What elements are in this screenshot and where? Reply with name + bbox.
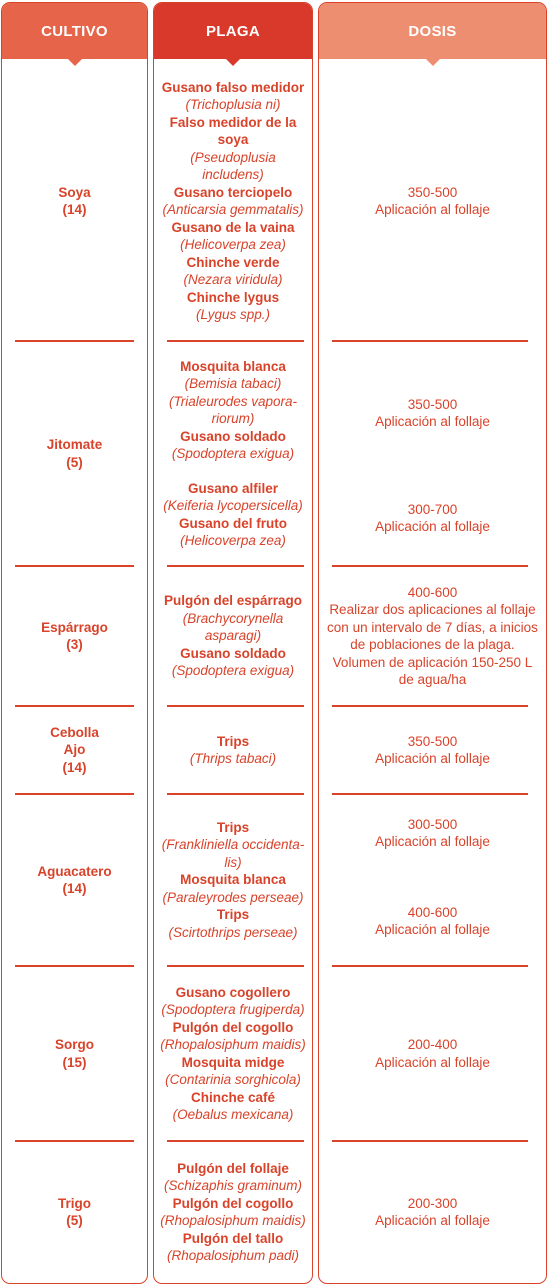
dose-rate: 350-500: [407, 396, 458, 412]
dose-rate: 200-300: [407, 1195, 458, 1211]
header-cultivo: CULTIVO: [2, 3, 147, 59]
cultivo-cell: [2, 343, 147, 564]
pest-name: Gusano falso medidor: [161, 79, 305, 95]
dose-rate: 400-600: [407, 904, 458, 920]
cultivo-cell: [2, 796, 147, 964]
reentry-interval: (14): [62, 202, 87, 217]
plaga-cell: [154, 63, 312, 339]
pest-scientific-name: (Rhopalosiphum maidis): [160, 1037, 306, 1052]
application-note: Aplicación al follaje: [375, 1213, 490, 1228]
pest-scientific-name: (Rhopalosiphum padi): [166, 1248, 300, 1263]
application-note: Aplicación al follaje: [375, 202, 490, 217]
cultivo-cell: [2, 708, 147, 792]
application-note: Aplicación al follaje: [375, 922, 490, 937]
row-divider: [167, 1140, 304, 1142]
pest-name: Trips: [216, 819, 250, 835]
pest-name: Gusano terciopelo: [173, 184, 293, 200]
row-divider: [167, 793, 304, 795]
row-divider: [15, 340, 134, 342]
dose-rate: 350-500: [407, 184, 458, 200]
pest-scientific-name: (Bemisia tabaci): [184, 376, 282, 391]
cultivo-cell: [2, 568, 147, 704]
pest-scientific-name: (Contarinia sorghicola): [165, 1072, 301, 1087]
row-divider: [332, 565, 528, 567]
cultivo-cell: [2, 968, 147, 1139]
pest-scientific-name: (Anticarsia gemmatalis): [162, 202, 304, 217]
reentry-interval: (5): [66, 1213, 83, 1228]
application-note: Aplicación al follaje: [375, 751, 490, 766]
pest-name: Chinche lygus: [186, 289, 280, 305]
row-divider: [15, 565, 134, 567]
pest-scientific-name: (Trialeurodes vapora-riorum): [168, 393, 298, 426]
pest-name: Mosquita midge: [181, 1054, 285, 1070]
pest-name: Pulgón del tallo: [182, 1230, 284, 1246]
application-note: Aplicación al follaje: [375, 834, 490, 849]
dosis-cell: [319, 793, 546, 873]
pest-scientific-name: (Spodoptera frugiperda): [161, 1002, 305, 1017]
pest-name: Chinche café: [190, 1089, 276, 1105]
dosis-cell: [319, 568, 546, 704]
plaga-cell: [154, 968, 312, 1139]
application-note: Aplicación al follaje: [375, 414, 490, 429]
crop-name: Sorgo: [55, 1037, 94, 1052]
dose-rate: 200-400: [407, 1037, 458, 1052]
plaga-cell: [154, 708, 312, 792]
pest-scientific-name: (Frankliniella occidenta-lis): [161, 837, 305, 870]
application-note: Realizar dos aplicaciones al follaje con un intervalo de 7 días, a inicios de poblaciones de la plaga. Volumen de aplicación 150-250 L de agua/ha: [327, 602, 538, 687]
dose-rate: 350-500: [407, 733, 458, 749]
pest-name: Gusano de la vaina: [171, 219, 295, 235]
reentry-interval: (14): [62, 759, 87, 775]
pest-name: Gusano del fruto: [179, 515, 287, 531]
plaga-cell: [154, 796, 312, 964]
header-plaga: PLAGA: [154, 3, 312, 59]
cultivo-cell: [2, 1143, 147, 1281]
plaga-cell: [154, 568, 312, 704]
row-divider: [15, 793, 134, 795]
pest-name: Mosquita blanca: [180, 872, 286, 888]
reentry-interval: (3): [66, 637, 83, 652]
crop-name: Soya: [58, 184, 91, 200]
pest-name: Pulgón del cogollo: [172, 1195, 294, 1211]
pest-name: Gusano soldado: [180, 645, 286, 661]
reentry-interval: (15): [62, 1054, 87, 1070]
dose-rate: 400-600: [407, 584, 458, 600]
column-dosis: [318, 2, 547, 1284]
crop-name: Jitomate: [46, 437, 103, 452]
pest-name: Trips: [216, 907, 250, 923]
pest-name: Falso medidor de la soya: [169, 114, 297, 147]
dosis-cell: [319, 968, 546, 1139]
crop-name: Cebolla: [50, 724, 99, 740]
pest-name: Gusano cogollero: [175, 984, 291, 1000]
row-divider: [332, 340, 528, 342]
pest-scientific-name: (Brachycorynella asparagi): [182, 610, 284, 644]
crop-name: Espárrago: [41, 619, 108, 635]
pest-name: Chinche verde: [186, 254, 280, 270]
crop-name: Trigo: [58, 1195, 91, 1211]
column-plaga: [153, 2, 313, 1284]
row-divider: [332, 705, 528, 707]
pest-name: Trips: [216, 733, 250, 749]
pest-scientific-name: (Nezara viridula): [183, 272, 283, 287]
cultivo-cell: [2, 63, 147, 339]
pest-name: Mosquita blanca: [180, 358, 286, 374]
pest-scientific-name: (Spodoptera exigua): [171, 446, 295, 461]
row-divider: [167, 965, 304, 967]
application-note: Aplicación al follaje: [375, 1054, 490, 1070]
plaga-cell: [154, 343, 312, 564]
dosis-cell: [319, 373, 546, 453]
crop-name: Ajo: [63, 742, 86, 758]
pest-scientific-name: (Scirtothrips perseae): [168, 924, 298, 940]
crop-name: Aguacatero: [37, 863, 112, 879]
pest-scientific-name: (Pseudoplusia includens): [190, 149, 276, 182]
pest-scientific-name: (Keiferia lycopersicella): [163, 498, 303, 513]
pest-name: Pulgón del follaje: [177, 1160, 289, 1176]
header-dosis: DOSIS: [319, 3, 546, 59]
dosis-cell: [319, 881, 546, 961]
dosis-cell: [319, 63, 546, 339]
pest-scientific-name: (Spodoptera exigua): [171, 663, 295, 679]
dose-rate: 300-700: [407, 501, 458, 517]
pest-name: Pulgón del espárrago: [163, 593, 303, 609]
reentry-interval: (14): [62, 881, 87, 896]
pest-scientific-name: (Lygus spp.): [195, 307, 271, 322]
dosis-cell: [319, 478, 546, 558]
plaga-cell: [154, 1143, 312, 1281]
row-divider: [15, 965, 134, 967]
pest-scientific-name: (Helicoverpa zea): [180, 533, 286, 548]
dosis-cell: [319, 1143, 546, 1281]
pest-scientific-name: (Helicoverpa zea): [180, 237, 286, 252]
pest-name: Gusano soldado: [180, 428, 286, 444]
row-divider: [332, 965, 528, 967]
pest-scientific-name: (Rhopalosiphum maidis): [160, 1213, 306, 1228]
pest-name: Pulgón del cogollo: [172, 1019, 294, 1035]
row-divider: [15, 705, 134, 707]
pest-scientific-name: (Schizaphis graminum): [163, 1178, 303, 1193]
dosis-cell: [319, 708, 546, 792]
row-divider: [167, 565, 304, 567]
dose-rate: 300-500: [407, 816, 458, 832]
pest-scientific-name: (Trichoplusia ni): [185, 97, 281, 112]
reentry-interval: (5): [66, 454, 83, 470]
pest-scientific-name: (Oebalus mexicana): [172, 1107, 294, 1122]
row-divider: [332, 1140, 528, 1142]
row-divider: [167, 340, 304, 342]
pest-scientific-name: (Thrips tabaci): [189, 751, 277, 766]
pest-name: Gusano alfiler: [187, 480, 279, 496]
row-divider: [15, 1140, 134, 1142]
column-cultivo: [1, 2, 148, 1284]
pest-scientific-name: (Paraleyrodes perseae): [162, 889, 304, 905]
row-divider: [167, 705, 304, 707]
application-note: Aplicación al follaje: [375, 519, 490, 534]
